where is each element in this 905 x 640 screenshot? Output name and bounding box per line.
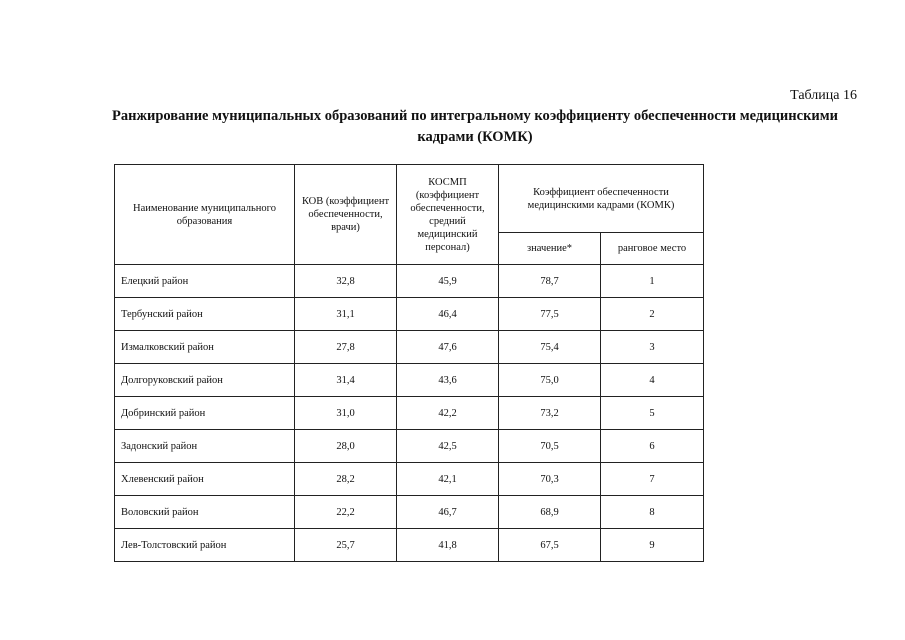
cell-value: 70,5 [499,430,601,463]
cell-kosmp: 41,8 [397,529,499,562]
table-title-line-2: кадрами (КОМК) [417,129,533,145]
cell-rank: 5 [601,397,704,430]
table-header [115,165,704,265]
cell-kov: 31,4 [295,364,397,397]
cell-name: Долгоруковский район [115,364,295,397]
cell-name: Задонский район [115,430,295,463]
cell-kov: 31,1 [295,298,397,331]
cell-name: Добринский район [115,397,295,430]
cell-kosmp: 42,5 [397,430,499,463]
cell-kov: 28,0 [295,430,397,463]
cell-rank: 6 [601,430,704,463]
header-name: Наименование муниципального образования [115,165,295,265]
cell-value: 77,5 [499,298,601,331]
cell-value: 75,4 [499,331,601,364]
table-row [115,529,704,562]
cell-kosmp: 43,6 [397,364,499,397]
table-row [115,331,704,364]
cell-value: 67,5 [499,529,601,562]
header-kosmp: КОСМП (коэффициент обеспеченности, средний медицинский персонал) [397,165,499,265]
cell-value: 75,0 [499,364,601,397]
cell-kosmp: 45,9 [397,265,499,298]
table-row [115,364,704,397]
table-number: Таблица 16 [790,88,857,103]
table-row [115,430,704,463]
cell-kov: 27,8 [295,331,397,364]
header-komk: Коэффициент обеспеченности медицинскими кадрами (КОМК) [499,165,704,233]
header-rank: ранговое место [601,233,704,265]
cell-value: 70,3 [499,463,601,496]
cell-kov: 28,2 [295,463,397,496]
cell-kosmp: 46,7 [397,496,499,529]
cell-name: Измалковский район [115,331,295,364]
cell-value: 68,9 [499,496,601,529]
cell-kosmp: 42,2 [397,397,499,430]
table-row [115,496,704,529]
cell-kosmp: 46,4 [397,298,499,331]
cell-kov: 22,2 [295,496,397,529]
cell-name: Воловский район [115,496,295,529]
cell-name: Хлевенский район [115,463,295,496]
table-title [80,106,870,148]
table-body [115,265,704,562]
cell-name: Тербунский район [115,298,295,331]
cell-rank: 7 [601,463,704,496]
cell-rank: 9 [601,529,704,562]
cell-name: Елецкий район [115,265,295,298]
table-row [115,463,704,496]
ranking-table [114,164,704,562]
header-kov: КОВ (коэффициент обеспеченности, врачи) [295,165,397,265]
cell-rank: 1 [601,265,704,298]
table-title-line-1: Ранжирование муниципальных образований по интегральному коэффициенту обеспеченности медицинскими [111,108,839,124]
header-value: значение* [499,233,601,265]
cell-rank: 8 [601,496,704,529]
cell-rank: 4 [601,364,704,397]
cell-kov: 31,0 [295,397,397,430]
cell-kosmp: 42,1 [397,463,499,496]
table-row [115,265,704,298]
cell-rank: 2 [601,298,704,331]
table-row [115,298,704,331]
cell-kov: 25,7 [295,529,397,562]
table-row [115,397,704,430]
cell-kov: 32,8 [295,265,397,298]
cell-rank: 3 [601,331,704,364]
cell-name: Лев-Толстовский район [115,529,295,562]
cell-value: 73,2 [499,397,601,430]
cell-kosmp: 47,6 [397,331,499,364]
cell-value: 78,7 [499,265,601,298]
